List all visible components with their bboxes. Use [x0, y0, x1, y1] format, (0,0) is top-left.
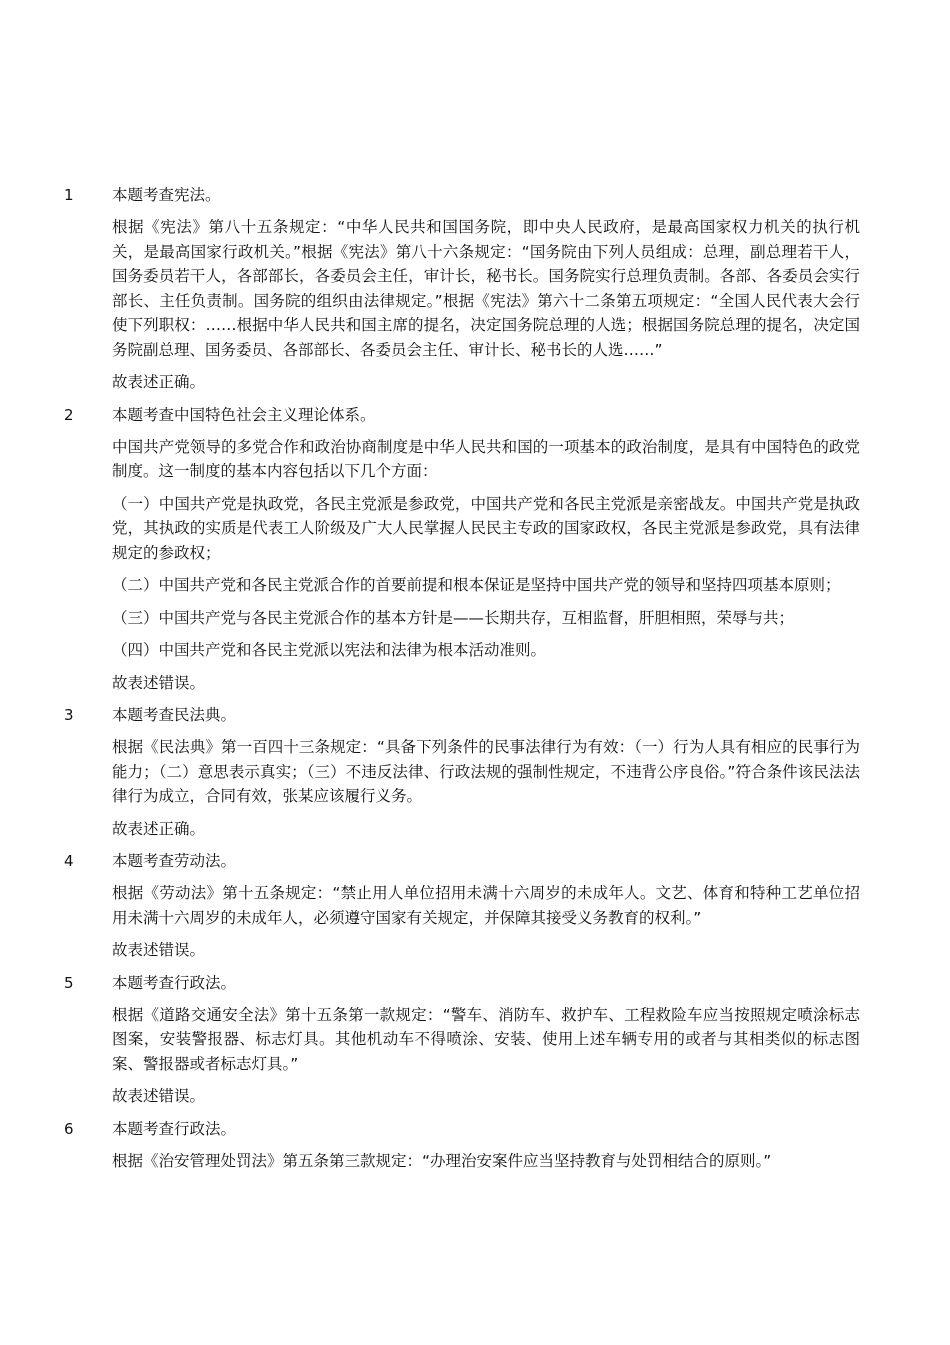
- item-heading: 本题考查民法典。: [112, 706, 237, 724]
- item-number: 5: [64, 973, 74, 992]
- item-heading: 本题考查劳动法。: [112, 852, 237, 870]
- answer-item-1: [0, 183, 950, 395]
- item-conclusion: 故表述正确。: [112, 819, 206, 838]
- item-conclusion: 故表述错误。: [112, 941, 206, 959]
- item-paragraph: 根据《治安管理处罚法》第五条第三款规定：“办理治安案件应当坚持教育与处罚相结合的原则。”: [112, 1151, 772, 1170]
- answer-document: [0, 183, 950, 1181]
- answer-item-6: [0, 1117, 950, 1174]
- item-paragraph: 根据《民法典》第一百四十三条规定：“具备下列条件的民事法律行为有效：（一）行为人具有相应的民事行为能力；（二）意思表示真实；（三）不违反法律、行政法规的强制性规定，不违背公序良俗。”符合条件该民法法律行为成立，合同有效，张某应该履行义务。: [112, 738, 860, 805]
- item-number: 4: [64, 852, 74, 870]
- item-number: 2: [64, 405, 74, 424]
- answer-item-3: [0, 703, 950, 841]
- item-heading: 本题考查行政法。: [112, 973, 237, 992]
- item-paragraph: （四）中国共产党和各民主党派以宪法和法律为根本活动准则。: [112, 641, 547, 659]
- answer-item-4: [0, 849, 950, 963]
- item-number: 3: [64, 706, 74, 724]
- item-paragraph: 根据《劳动法》第十五条规定：“禁止用人单位招用未满十六周岁的未成年人。文艺、体育和特种工艺单位招用未满十六周岁的未成年人，必须遵守国家有关规定，并保障其接受义务教育的权利。”: [112, 884, 860, 927]
- item-conclusion: 故表述错误。: [112, 673, 206, 692]
- item-conclusion: 故表述错误。: [112, 1087, 206, 1105]
- item-paragraph: 根据《宪法》第八十五条规定：“中华人民共和国国务院，即中央人民政府，是最高国家权力机关的执行机关，是最高国家行政机关。”根据《宪法》第八十六条规定：“国务院由下列人员组成：总理，副总理若干人，国务委员若干人，各部部长，各委员会主任，审计长，秘书长。国务院实行总理负责制。各部、各委员会实行部长、主任负责制。国务院的组织由法律规定。”根据《宪法》第六十二条第五项规定：“全国人民代表大会行使下列职权：……根据中华人民共和国主席的提名，决定国务院总理的人选；根据国务院总理的提名，决定国务院副总理、国务委员、各部部长、各委员会主任、审计长、秘书长的人选……”: [112, 218, 860, 359]
- item-heading: 本题考查行政法。: [112, 1119, 237, 1138]
- item-number: 6: [64, 1119, 74, 1138]
- item-conclusion: 故表述正确。: [112, 373, 206, 391]
- item-paragraph: （二）中国共产党和各民主党派合作的首要前提和根本保证是坚持中国共产党的领导和坚持四项基本原则；: [112, 576, 841, 594]
- answer-item-5: [0, 971, 950, 1109]
- item-number: 1: [64, 186, 74, 204]
- item-heading: 本题考查中国特色社会主义理论体系。: [112, 405, 376, 424]
- item-paragraph: （三）中国共产党与各民主党派合作的基本方针是——长期共存，互相监督，肝胆相照，荣辱与共；: [112, 608, 795, 627]
- item-heading: 本题考查宪法。: [112, 186, 221, 204]
- item-paragraph: 根据《道路交通安全法》第十五条第一款规定：“警车、消防车、救护车、工程救险车应当按照规定喷涂标志图案，安装警报器、标志灯具。其他机动车不得喷涂、安装、使用上述车辆专用的或者与其相类似的标志图案、警报器或者标志灯具。”: [112, 1005, 860, 1073]
- answer-item-2: [0, 403, 950, 696]
- item-paragraph: 中国共产党领导的多党合作和政治协商制度是中华人民共和国的一项基本的政治制度，是具有中国特色的政党制度。这一制度的基本内容包括以下几个方面：: [112, 437, 860, 480]
- item-paragraph: （一）中国共产党是执政党，各民主党派是参政党，中国共产党和各民主党派是亲密战友。中国共产党是执政党，其执政的实质是代表工人阶级及广大人民掌握人民民主专政的国家政权，各民主党派是参政党，具有法律规定的参政权；: [112, 494, 860, 562]
